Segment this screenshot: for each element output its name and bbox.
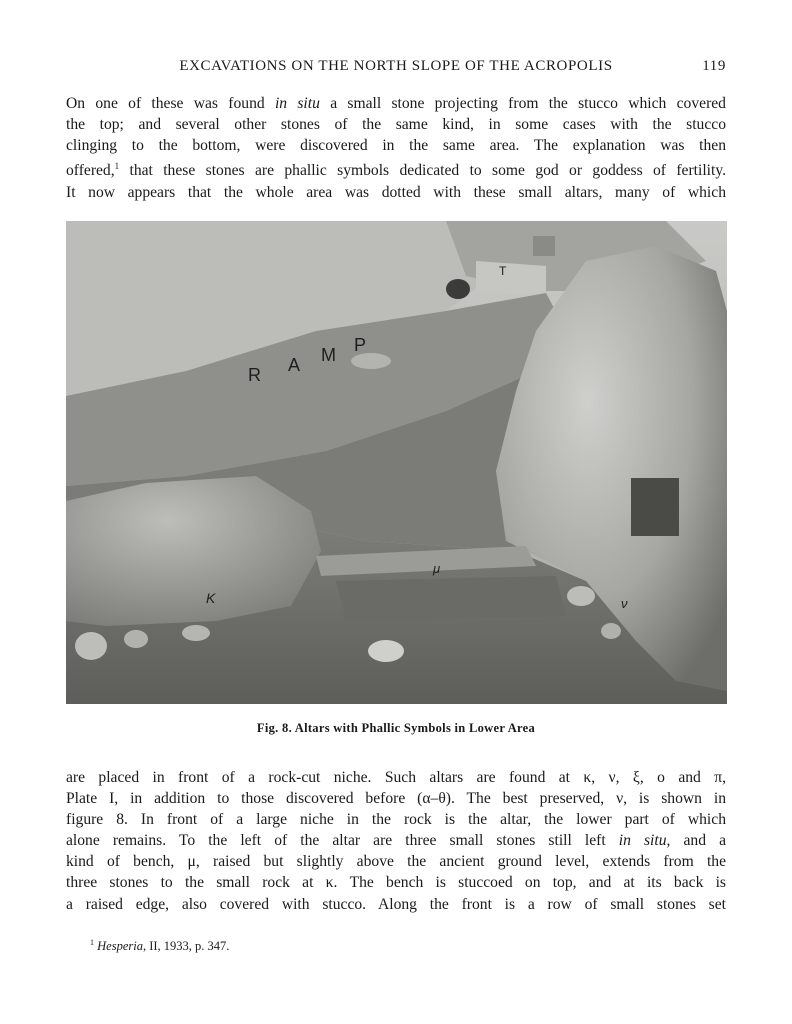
text-line: three stones to the small rock at κ. The bench is stuccoed on top, and at its back is — [66, 874, 726, 892]
altar-base — [336, 576, 566, 621]
block-t — [476, 261, 546, 296]
text-line: a raised edge, also covered with stucco. Along the front is a row of small stones set — [66, 895, 726, 913]
label-ramp-r: R — [248, 365, 261, 385]
label-ramp-a: A — [288, 355, 301, 375]
text-line: On one of these was found in situ a small stone projecting from the stucco which covered — [66, 95, 726, 112]
running-head — [66, 58, 726, 78]
text-line: are placed in front of a rock-cut niche. Such altars are found at κ, ν, ξ, ο and π, — [66, 769, 726, 786]
label-ramp-p: P — [354, 335, 367, 355]
wall-opening — [533, 236, 555, 256]
small-stone — [351, 353, 391, 369]
text-line: figure 8. In front of a large niche in the rock is the altar, the lower part of which — [66, 811, 726, 829]
label-ramp-m: M — [321, 345, 336, 365]
label-mu: μ — [433, 561, 441, 576]
text-line: clinging to the bottom, were discovered in the same area. The explanation was then — [66, 137, 726, 155]
text-line: It now appears that the whole area was dotted with these small altars, many of which — [66, 183, 726, 201]
footnote-journal: Hesperia — [97, 939, 143, 954]
small-stone — [124, 630, 148, 648]
small-stone — [601, 623, 621, 639]
paragraph-top — [66, 93, 726, 203]
excavation-photo — [66, 221, 727, 704]
label-nu: ν — [621, 596, 628, 611]
running-title: EXCAVATIONS ON THE NORTH SLOPE OF THE ACROPOLIS — [179, 58, 613, 74]
paragraph-bottom — [66, 767, 726, 915]
small-stone — [368, 640, 404, 662]
small-stone — [567, 586, 595, 606]
small-stone — [75, 632, 107, 660]
text-line: kind of bench, μ, raised but slightly above the ancient ground level, extends from the — [66, 853, 726, 871]
rock-cut-niche — [631, 478, 679, 536]
text-line: alone remains. To the left of the altar are three small stones still left in situ, and a — [66, 832, 727, 850]
figure-photograph — [66, 221, 727, 704]
text-line: Plate I, in addition to those discovered before (α–θ). The best preserved, ν, is shown in — [66, 790, 726, 808]
footnote — [90, 938, 229, 954]
label-k: K — [206, 590, 216, 606]
dark-hollow — [446, 279, 470, 299]
footnote-text: , II, 1933, p. 347. — [142, 939, 230, 954]
label-t: T — [499, 264, 507, 278]
footnote-marker: 1 — [90, 938, 94, 947]
small-stone — [182, 625, 210, 641]
footnote-ref: 1 — [114, 161, 120, 172]
text-line: the top; and several other stones of the same kind, in some cases with the stucco — [66, 116, 726, 134]
page-number: 119 — [702, 58, 726, 74]
text-line: offered,$^1$ that these stones are phallic symbols dedicated to some god or goddess of fertility. — [66, 161, 726, 180]
left-boulder — [66, 476, 321, 626]
figure-caption: Fig. 8. Altars with Phallic Symbols in Lower Area — [256, 721, 536, 735]
